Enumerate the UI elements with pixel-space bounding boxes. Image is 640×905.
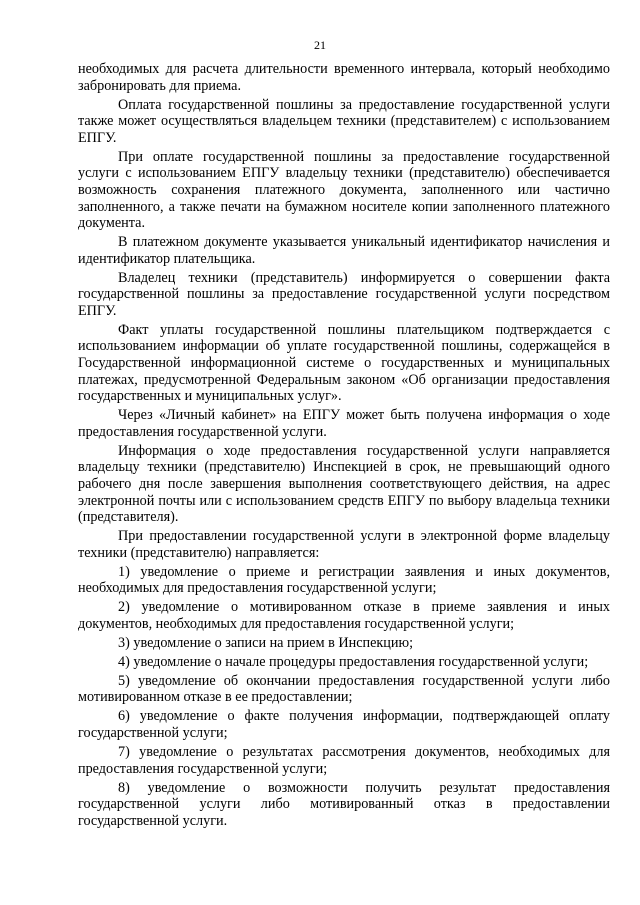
paragraph-continuation: необходимых для расчета длительности временного интервала, который необходимо забронировать для приема. [78, 61, 610, 94]
paragraph-electronic-notifications-intro: При предоставлении государственной услуги в электронной форме владельцу техники (представителю) направляется: [78, 528, 610, 561]
paragraph-payment-identifiers: В платежном документе указывается уникальный идентификатор начисления и идентификатор плательщика. [78, 234, 610, 267]
list-item-1: 1) уведомление о приеме и регистрации заявления и иных документов, необходимых для предоставления государственной услуги; [78, 563, 610, 597]
list-item-3: 3) уведомление о записи на прием в Инспекцию; [118, 634, 414, 651]
list-item-8: 8) уведомление о возможности получить результат предоставления государственной услуги либо мотивированный отказ в предоставлении государственной услуги. [78, 779, 610, 829]
paragraph-payment-document-saving: При оплате государственной пошлины за предоставление государственной услуги с использованием ЕПГУ владельцу техники (представителю) обеспечивается возможность сохранения платежного документа, заполненного или частично заполненного, а также печати на бумажном носителе копии заполненного платежного документа. [78, 148, 610, 232]
list-item-4: 4) уведомление о начале процедуры предоставления государственной услуги; [118, 653, 589, 670]
list-item-2: 2) уведомление о мотивированном отказе в приеме заявления и иных документов, необходимых для предоставления государственной услуги; [78, 599, 610, 632]
paragraph-owner-informed: Владелец техники (представитель) информируется о совершении факта государственной пошлины за предоставление государственной услуги посредством ЕПГУ. [78, 269, 610, 319]
paragraph-payment-confirmation: Факт уплаты государственной пошлины плательщиком подтверждается с использованием информации об уплате государственной пошлины, содержащейся в Государственной информационной системе о государственных и муниципальных платежах, предусмотренной Федеральным законом «Об организации предоставления государственных и муниципальных услуг». [78, 321, 610, 405]
list-item-7: 7) уведомление о результатах рассмотрения документов, необходимых для предоставления государственной услуги; [78, 744, 610, 777]
paragraph-progress-information: Информация о ходе предоставления государственной услуги направляется владельцу техники (представителю) Инспекцией в срок, не превышающий одного рабочего дня после завершения выполнения соответствующего действия, на адрес электронной почты или с использованием средств ЕПГУ по выбору владельца техники (представителя). [78, 442, 610, 526]
document-body [78, 61, 610, 832]
list-item-5: 5) уведомление об окончании предоставления государственной услуги либо мотивированном отказе в ее предоставлении; [78, 672, 610, 706]
paragraph-personal-account: Через «Личный кабинет» на ЕПГУ может быть получена информация о ходе предоставления государственной услуги. [78, 407, 610, 440]
list-item-6: 6) уведомление о факте получения информации, подтверждающей оплату государственной услуги; [78, 708, 610, 742]
page-number: 21 [314, 38, 326, 52]
paragraph-fee-payment: Оплата государственной пошлины за предоставление государственной услуги также может осуществляться владельцем техники (представителем) с использованием ЕПГУ. [78, 96, 610, 146]
